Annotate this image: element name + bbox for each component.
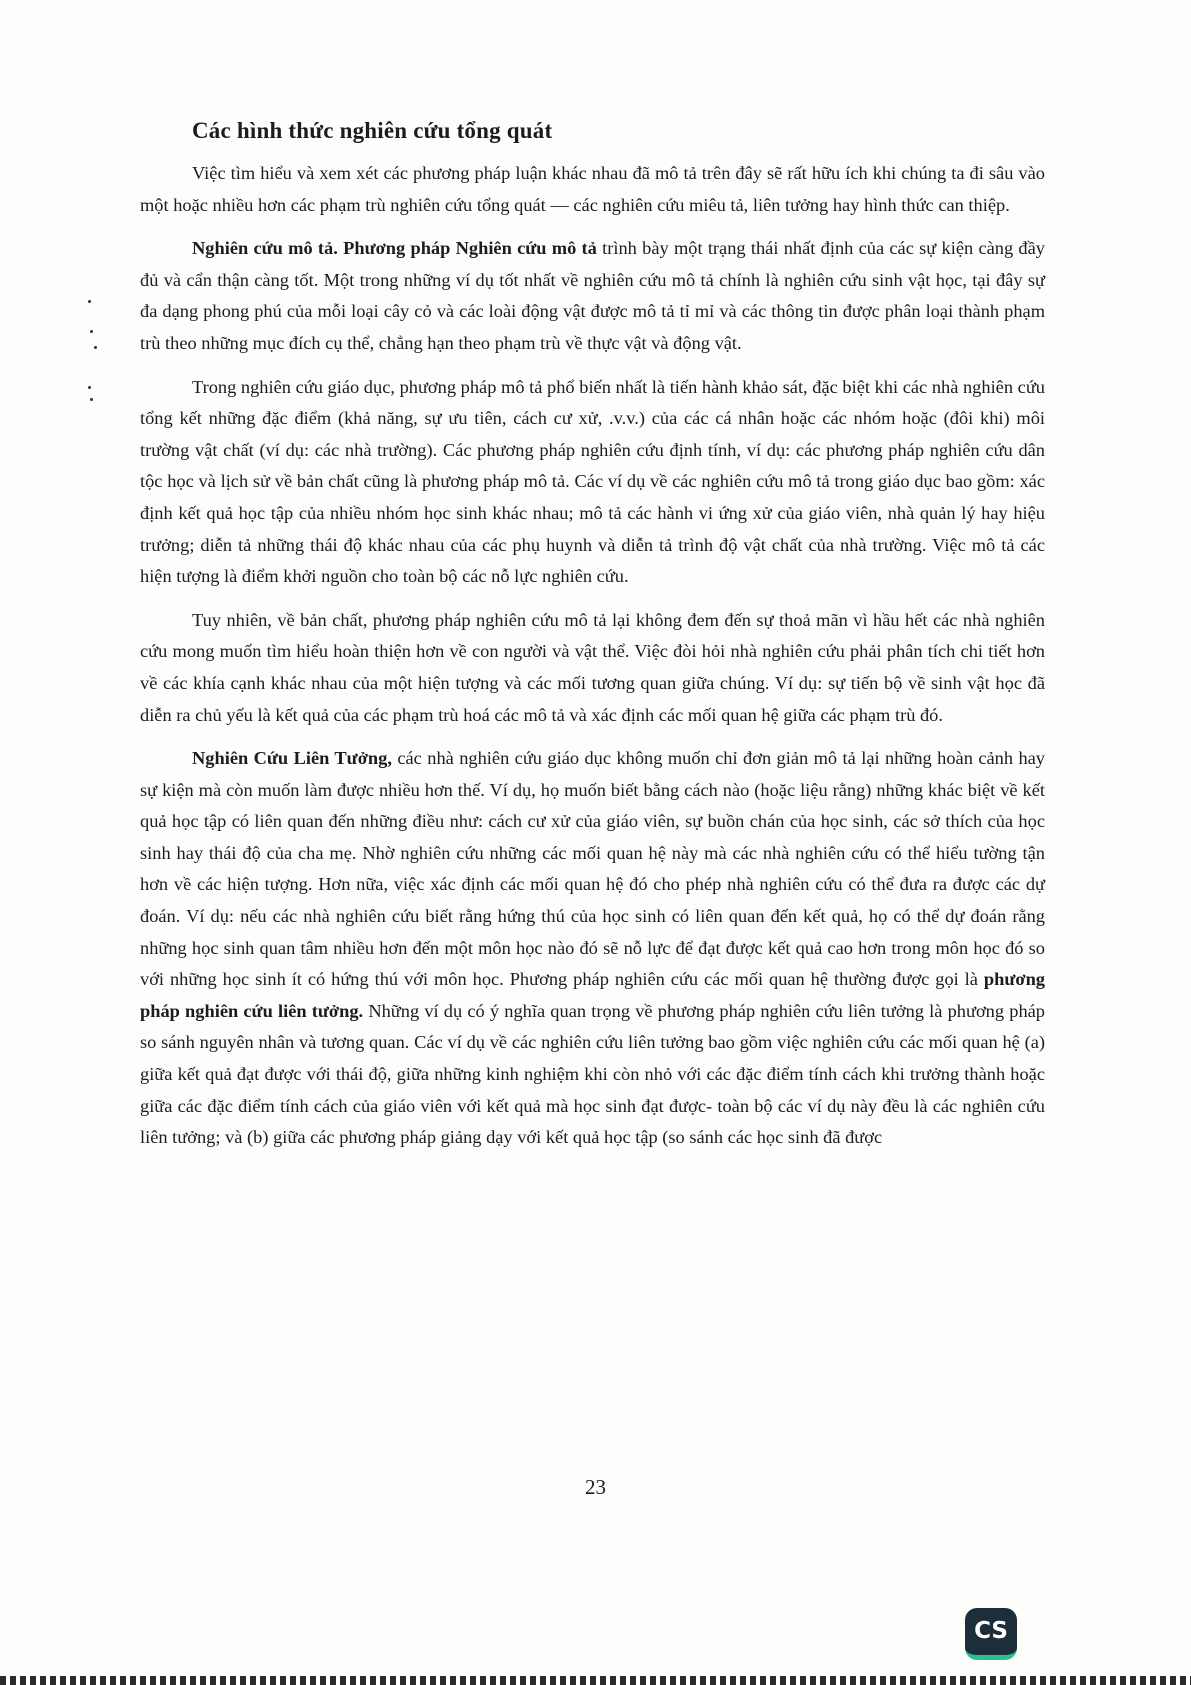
- paragraph-intro: Việc tìm hiểu và xem xét các phương pháp luận khác nhau đã mô tả trên đây sẽ rất hữu ích khi chúng ta đi sâu vào một hoặc nhiều hơn các phạm trù nghiên cứu tổng quát — các nghiên cứu miêu tả, liên tưởng hay hình thức can thiệp.: [140, 163, 1045, 215]
- margin-marks: [88, 300, 102, 430]
- page-number: 23: [585, 1475, 606, 1499]
- camscanner-logo: CS: [965, 1608, 1017, 1660]
- paragraph-associative: [140, 743, 1045, 1154]
- term-associative-method: phương pháp nghiên cứu liên tưởng.: [140, 969, 1045, 1021]
- paragraph-associative-tail: Những ví dụ có ý nghĩa quan trọng về phương pháp nghiên cứu liên tưởng là phương pháp so sánh nguyên nhân và tương quan. Các ví dụ về các nghiên cứu liên tưởng bao gồm việc nghiên cứu các mối quan hệ (a) giữa kết quả đạt được với thái độ, giữa những kinh nghiệm khi còn nhỏ với các đặc điểm tính cách khi trưởng thành hoặc giữa các đặc điểm tính cách của giáo viên với kết quả mà học sinh đạt được- toàn bộ các ví dụ này đều là các nghiên cứu liên tưởng; và (b) giữa các phương pháp giảng dạy với kết quả học tập (so sánh các học sinh đã được: [140, 1000, 1045, 1148]
- paragraph-however: Tuy nhiên, về bản chất, phương pháp nghiên cứu mô tả lại không đem đến sự thoả mãn vì hầu hết các nhà nghiên cứu mong muốn tìm hiểu hoàn thiện hơn về con người và vật thể. Việc đòi hỏi nhà nghiên cứu phải phân tích chi tiết hơn về các khía cạnh khác nhau của một hiện tượng và các mối tương quan giữa chúng. Ví dụ: sự tiến bộ về sinh vật học đã diễn ra chủ yếu là kết quả của các phạm trù hoá các mô tả và xác định các mối quan hệ giữa các phạm trù đó.: [140, 609, 1045, 725]
- term-descriptive-research: Nghiên cứu mô tả. Phương pháp Nghiên cứu mô tả: [192, 238, 597, 259]
- paragraph-associative-body: các nhà nghiên cứu giáo dục không muốn chỉ đơn giản mô tả lại những hoàn cảnh hay sự kiện mà còn muốn làm được nhiều hơn thế. Ví dụ, họ muốn biết bằng cách nào (hoặc liệu rằng) những khác biệt về kết quả học tập có liên quan đến những điều như: cách cư xử của giáo viên, sự buồn chán của học sinh, các sở thích của học sinh hay thái độ của cha mẹ. Nhờ nghiên cứu những các mối quan hệ này mà các nhà nghiên cứu có thể hiểu tường tận hơn về các hiện tượng. Hơn nữa, việc xác định các mối quan hệ đó cho phép nhà nghiên cứu có thể đưa ra được các dự đoán. Ví dụ: nếu các nhà nghiên cứu biết rằng hứng thú của học sinh có liên quan đến kết quả, họ có thể dự đoán rằng những học sinh quan tâm nhiều hơn đến một môn học nào đó sẽ nỗ lực để đạt được kết quả cao hơn trong môn học đó so với những học sinh ít có hứng thú với môn học. Phương pháp nghiên cứu các mối quan hệ thường được gọi là: [140, 748, 1046, 990]
- term-associative-research: Nghiên Cứu Liên Tưởng,: [192, 748, 392, 769]
- paragraph-descriptive-body: trình bày một trạng thái nhất định của các sự kiện càng đầy đủ và cẩn thận càng tốt. Một trong những ví dụ tốt nhất về nghiên cứu mô tả chính là nghiên cứu sinh vật học, tại đây sự đa dạng phong phú của mỗi loại cây cỏ và các loài động vật được mô tả tỉ mỉ và các thông tin được phân loại thành phạm trù theo những mục đích cụ thể, chẳng hạn theo phạm trù về thực vật và động vật.: [140, 238, 1045, 353]
- paragraph-descriptive: [140, 233, 1045, 359]
- paragraph-education: Trong nghiên cứu giáo dục, phương pháp mô tả phổ biến nhất là tiến hành khảo sát, đặc biệt khi các nhà nghiên cứu tổng kết những đặc điểm (khả năng, sự ưu tiên, cách cư xử, .v.v.) của các cá nhân hoặc các nhóm hoặc (đôi khi) môi trường vật chất (ví dụ: các nhà trường). Các phương pháp nghiên cứu định tính, ví dụ: các phương pháp nghiên cứu dân tộc học và lịch sử về bản chất cũng là phương pháp mô tả. Các ví dụ về các nghiên cứu mô tả trong giáo dục bao gồm: xác định kết quả học tập của nhiều nhóm học sinh khác nhau; mô tả các hành vi ứng xử của giáo viên, nhà quản lý hay hiệu trưởng; diễn tả những thái độ khác nhau của các phụ huynh và diễn tả trình độ vật chất của nhà trường. Việc mô tả các hiện tượng là điểm khởi nguồn cho toàn bộ các nỗ lực nghiên cứu.: [140, 376, 1045, 587]
- scan-bottom-edge: [0, 1676, 1191, 1685]
- section-title: Các hình thức nghiên cứu tổng quát: [192, 118, 553, 143]
- page-content: [140, 118, 1045, 1166]
